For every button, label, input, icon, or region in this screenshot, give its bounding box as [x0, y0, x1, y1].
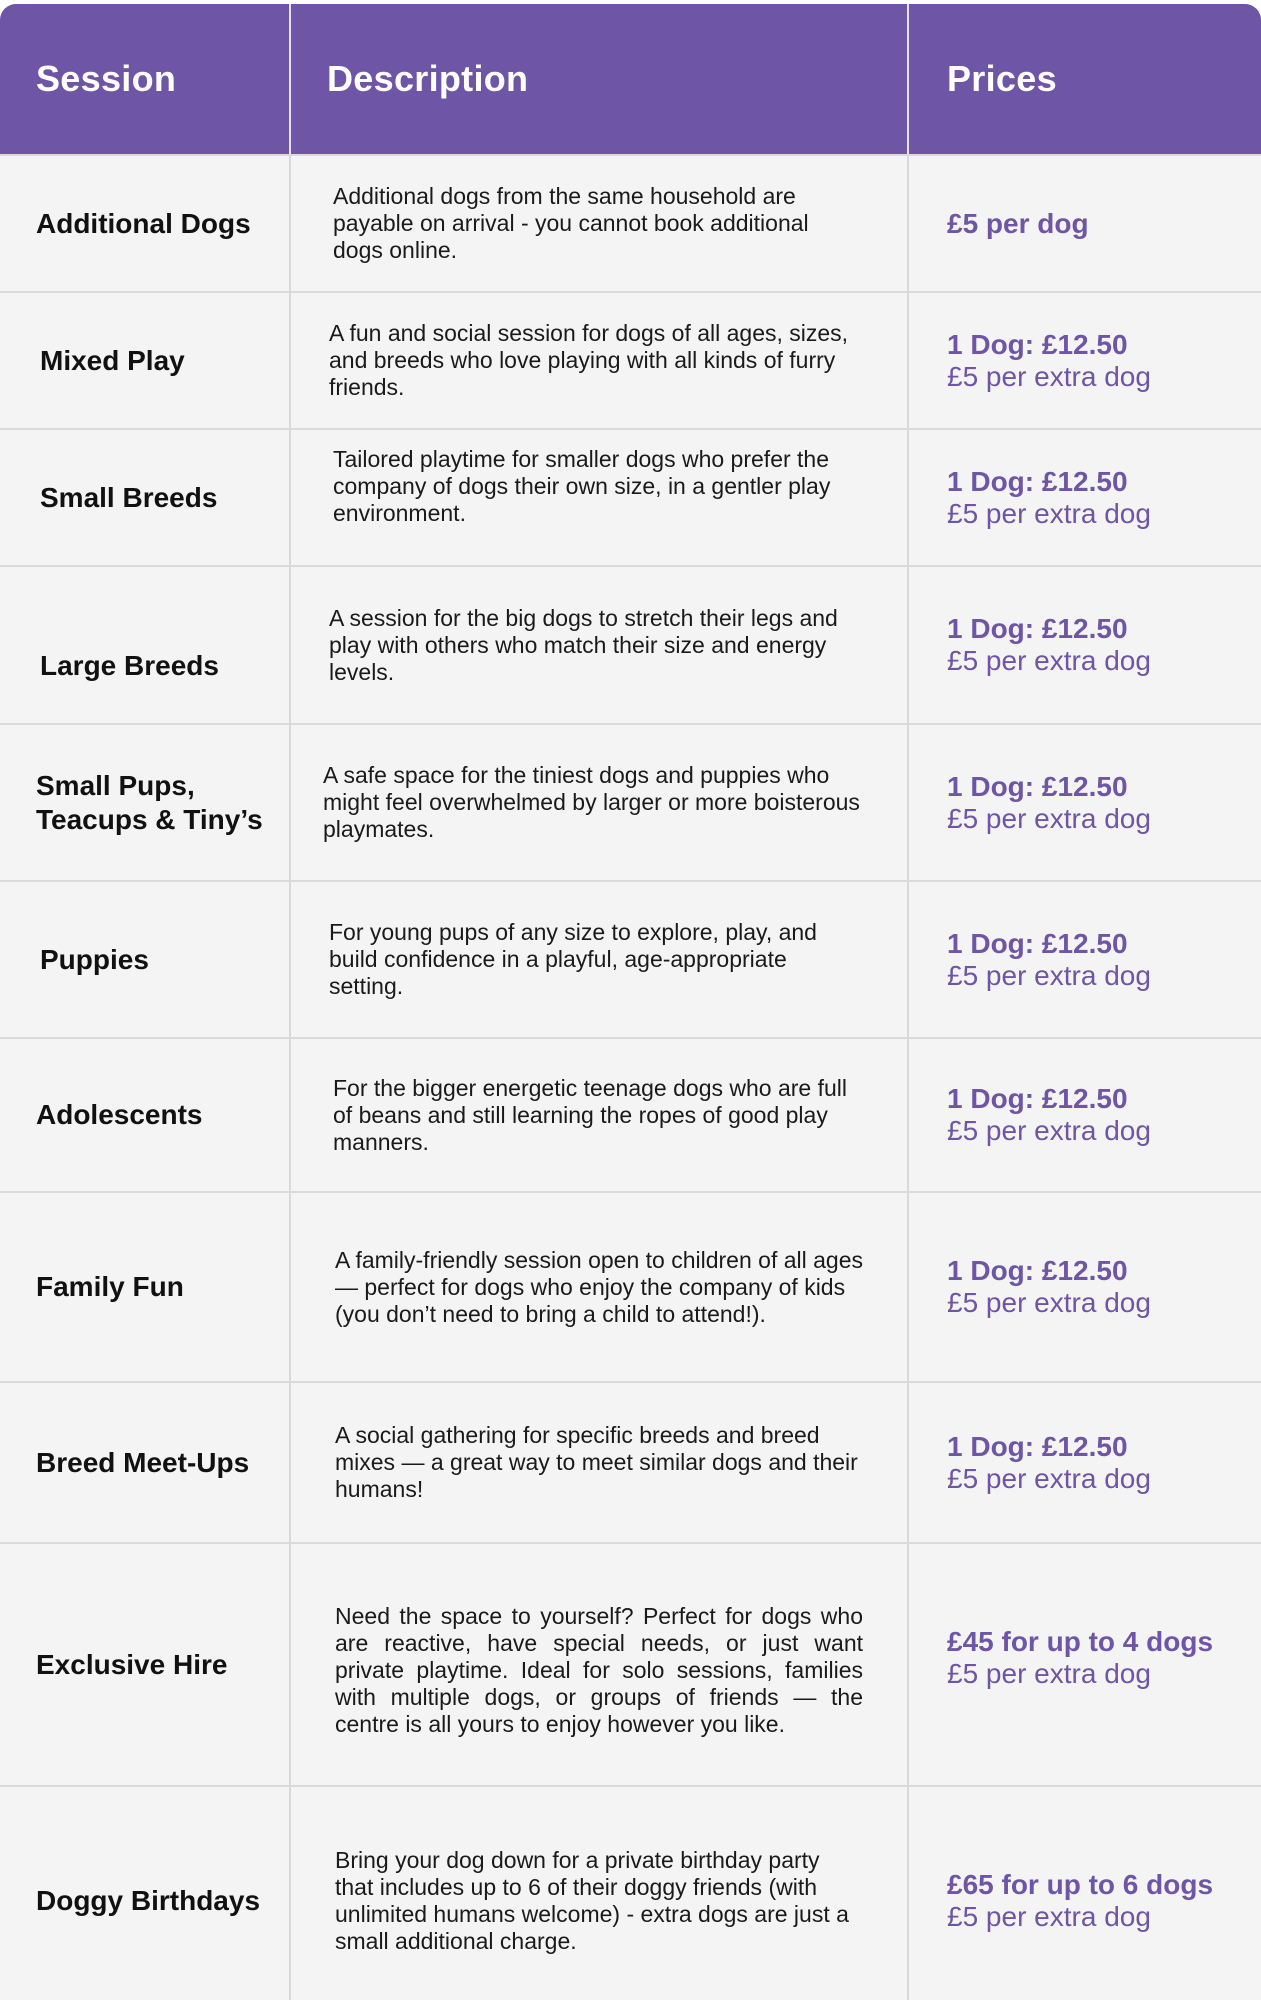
- table-row: [0, 1037, 1261, 1191]
- pricing-table: [0, 4, 1261, 2000]
- price-block: [947, 928, 1151, 992]
- table-row: [0, 1381, 1261, 1542]
- price-main: 1 Dog: £12.50: [947, 927, 1128, 959]
- price-main: 1 Dog: £12.50: [947, 465, 1128, 497]
- price-extra: £5 per extra dog: [947, 645, 1151, 676]
- session-name: Family Fun: [36, 1271, 184, 1302]
- session-description: A session for the big dogs to stretch their legs and play with others who match their size and energy levels.: [329, 604, 838, 685]
- session-name: Large Breeds: [40, 650, 219, 681]
- table-row: [0, 880, 1261, 1037]
- price-block: [947, 329, 1151, 393]
- session-name: Small Breeds: [40, 481, 218, 513]
- table-row: [0, 565, 1261, 723]
- table-row: [0, 291, 1261, 428]
- price-block: [947, 1255, 1151, 1319]
- price-extra: £5 per extra dog: [947, 497, 1151, 529]
- session-name: Additional Dogs: [36, 207, 251, 239]
- price-block: [947, 1869, 1213, 1933]
- price-block: [947, 208, 1089, 240]
- price-extra: £5 per extra dog: [947, 1462, 1151, 1494]
- session-name: Puppies: [40, 943, 149, 975]
- table-header: [0, 4, 1261, 154]
- header-prices: Prices: [907, 4, 1261, 154]
- table-row: [0, 1542, 1261, 1785]
- price-block: [947, 771, 1151, 835]
- price-main: 1 Dog: £12.50: [947, 613, 1128, 644]
- header-description: Description: [289, 4, 907, 154]
- session-name: Exclusive Hire: [36, 1648, 228, 1680]
- session-name: Doggy Birthdays: [36, 1885, 261, 1916]
- table-row: [0, 1191, 1261, 1381]
- session-name: Mixed Play: [40, 344, 185, 376]
- price-main: 1 Dog: £12.50: [947, 770, 1128, 802]
- table-row: [0, 1785, 1261, 2000]
- price-extra: £5 per extra dog: [947, 360, 1151, 392]
- price-extra: £5 per extra dog: [947, 1287, 1151, 1318]
- price-block: [947, 1431, 1151, 1495]
- price-block: [947, 466, 1151, 530]
- session-description: Bring your dog down for a private birthday party that includes up to 6 of their doggy friends (with unlimited humans welcome) - extra dogs are just a small additional charge.: [335, 1847, 849, 1954]
- session-description: Tailored playtime for smaller dogs who prefer the company of dogs their own size, in a gentler play environment.: [333, 446, 831, 526]
- session-name: Small Pups, Teacups & Tiny’s: [36, 769, 263, 835]
- price-main: £45 for up to 4 dogs: [947, 1626, 1214, 1657]
- session-description: For the bigger energetic teenage dogs who are full of beans and still learning the ropes of good play manners.: [333, 1074, 847, 1155]
- table-row: [0, 154, 1261, 291]
- price-extra: £5 per extra dog: [947, 802, 1151, 834]
- price-main: 1 Dog: £12.50: [947, 1083, 1128, 1114]
- price-block: [947, 1626, 1213, 1690]
- table-row: [0, 723, 1261, 880]
- price-extra: £5 per extra dog: [947, 1901, 1151, 1932]
- session-description: Additional dogs from the same household are payable on arrival - you cannot book additional dogs online.: [333, 183, 809, 263]
- price-extra: £5 per extra dog: [947, 959, 1151, 991]
- session-description: A fun and social session for dogs of all ages, sizes, and breeds who love playing with all kinds of furry friends.: [329, 320, 849, 400]
- price-main: £65 for up to 6 dogs: [947, 1869, 1214, 1900]
- price-main: 1 Dog: £12.50: [947, 328, 1128, 360]
- price-block: [947, 1083, 1151, 1147]
- session-description: For young pups of any size to explore, play, and build confidence in a playful, age-appropriate setting.: [329, 919, 817, 999]
- session-description: Need the space to yourself? Perfect for dogs who are reactive, have special needs, or just want private playtime. Ideal for solo sessions, families with multiple dogs, or groups of friends — the centre is all yours to enjoy however you like.: [335, 1603, 863, 1737]
- header-session: Session: [36, 58, 177, 99]
- session-description: A safe space for the tiniest dogs and puppies who might feel overwhelmed by larger or more boisterous playmates.: [323, 762, 860, 842]
- table-row: [0, 428, 1261, 565]
- price-main: 1 Dog: £12.50: [947, 1430, 1128, 1462]
- session-name: Adolescents: [36, 1099, 203, 1130]
- session-description: A family-friendly session open to children of all ages — perfect for dogs who enjoy the company of kids (you don’t need to bring a child to attend!).: [335, 1246, 864, 1327]
- price-block: [947, 613, 1151, 677]
- price-extra: £5 per extra dog: [947, 1658, 1151, 1689]
- price-main: £5 per dog: [947, 207, 1089, 239]
- session-description: A social gathering for specific breeds and breed mixes — a great way to meet similar dogs and their humans!: [335, 1422, 858, 1502]
- price-main: 1 Dog: £12.50: [947, 1255, 1128, 1286]
- price-extra: £5 per extra dog: [947, 1115, 1151, 1146]
- session-name: Breed Meet-Ups: [36, 1446, 250, 1478]
